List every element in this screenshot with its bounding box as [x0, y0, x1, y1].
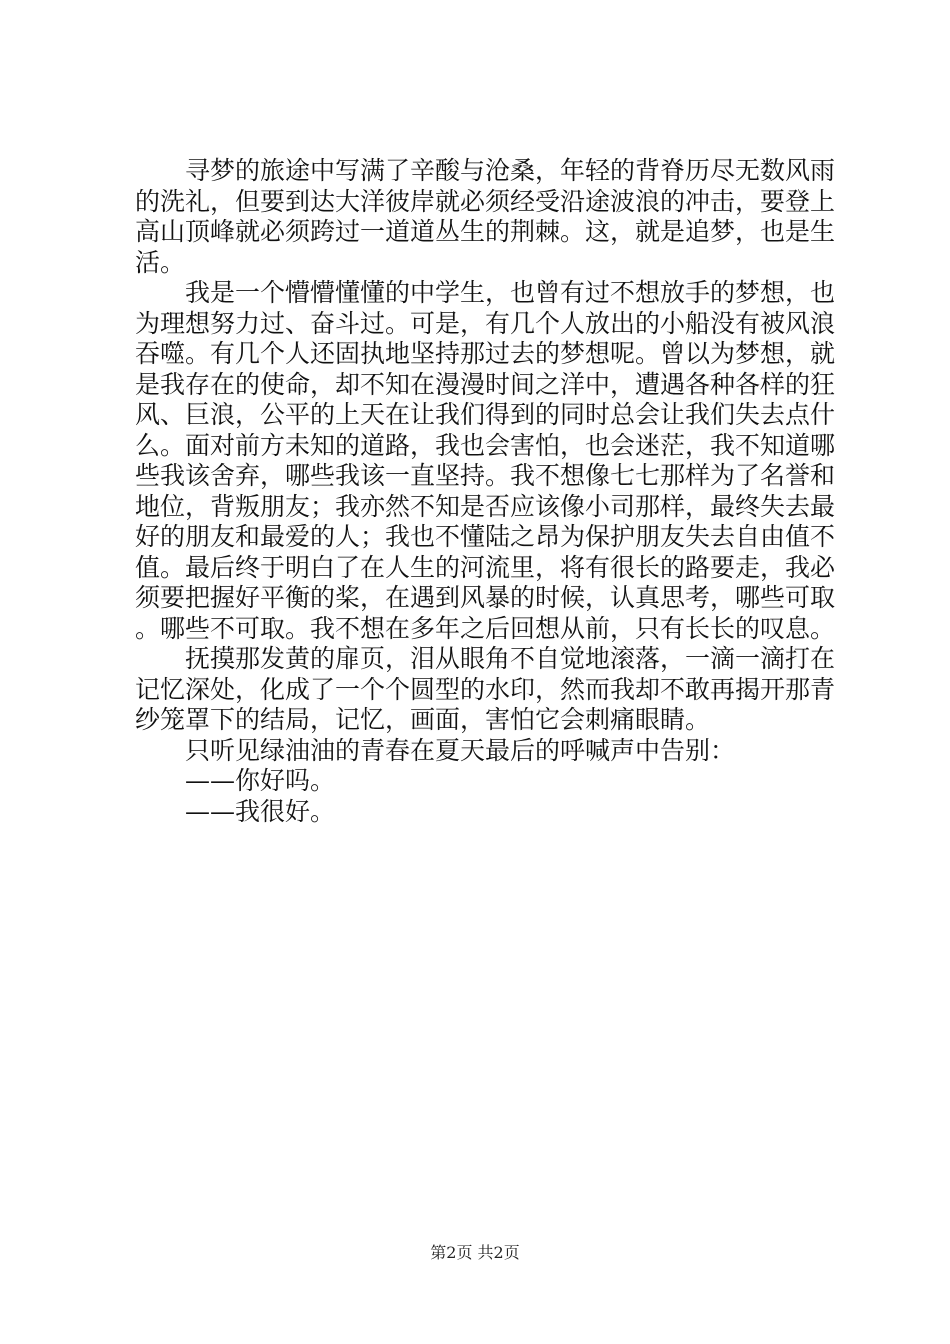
- paragraph-1: 寻梦的旅途中写满了辛酸与沧桑，年轻的背脊历尽无数风雨的洗礼，但要到达大洋彼岸就必须经受沿途波浪的冲击，要登上高山顶峰就必须跨过一道道丛生的荆棘。这，就是追梦，也是生活。: [135, 156, 836, 277]
- document-body: [135, 156, 835, 827]
- paragraph-3: 抚摸那发黄的扉页，泪从眼角不自觉地滚落，一滴一滴打在记忆深处，化成了一个个圆型的水印，然而我却不敢再揭开那青纱笼罩下的结局，记忆，画面，害怕它会刺痛眼睛。: [135, 644, 836, 734]
- dialogue-line-1: ——你好吗。: [185, 766, 336, 795]
- dialogue-line-2: ——我很好。: [185, 796, 336, 826]
- page-footer: [0, 1243, 950, 1263]
- paragraph-4: 只听见绿油油的青春在夏天最后的呼喊声中告别：: [185, 735, 736, 765]
- page-number: 第2页 共2页: [430, 1243, 520, 1262]
- paragraph-2: 我是一个懵懵懂懂的中学生，也曾有过不想放手的梦想，也为理想努力过、奋斗过。可是，有几个人放出的小船没有被风浪吞噬。有几个人还固执地坚持那过去的梦想呢。曾以为梦想，就是我存在的使命，却不知在漫漫时间之洋中，遭遇各种各样的狂风、巨浪，公平的上天在让我们得到的同时总会让我们失去点什么。面对前方未知的道路，我也会害怕，也会迷茫，我不知道哪些我该舍弃，哪些我该一直坚持。我不想像七七那样为了名誉和地位，背叛朋友；我亦然不知是否应该像小司那样，最终失去最好的朋友和最爱的人；我也不懂陆之昂为保护朋友失去自由值不值。最后终于明白了在人生的河流里，将有很长的路要走，我必须要把握好平衡的桨，在遇到风暴的时候，认真思考，哪些可取。哪些不可取。我不想在多年之后回想从前，只有长长的叹息。: [135, 278, 836, 643]
